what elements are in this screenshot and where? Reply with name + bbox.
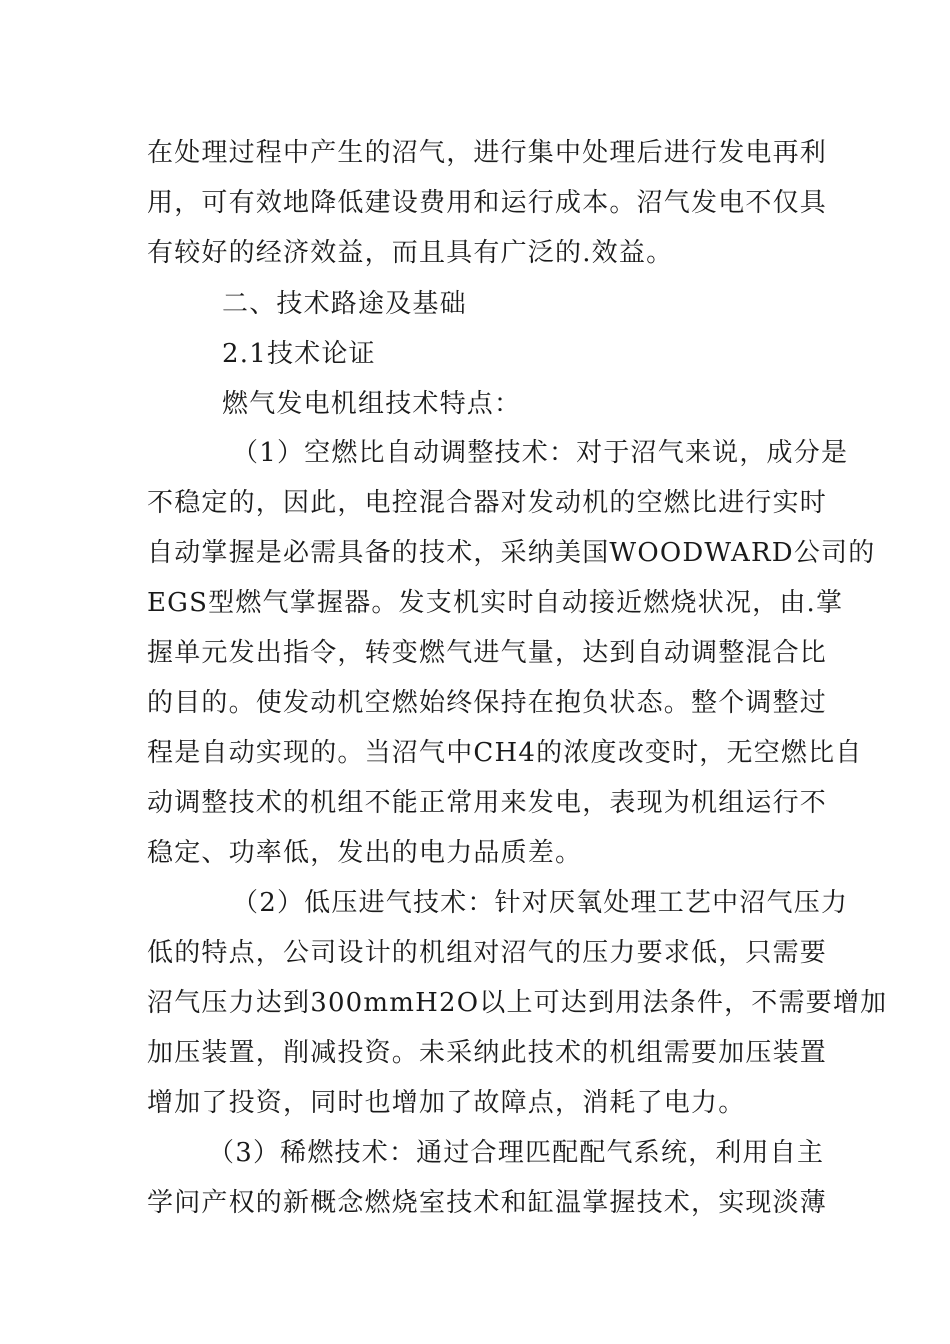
paragraph-line: 学问产权的新概念燃烧室技术和缸温掌握技术，实现淡薄: [147, 1188, 828, 1218]
paragraph-line: 动调整技术的机组不能正常用来发电，表现为机组运行不: [147, 788, 828, 818]
paragraph-heading: 燃气发电机组技术特点：: [222, 389, 522, 419]
paragraph-line: 的目的。使发动机空燃始终保持在抱负状态。整个调整过: [147, 688, 828, 718]
section-heading: 二、技术路途及基础: [222, 289, 467, 319]
subsection-heading: 2.1技术论证: [222, 339, 376, 369]
paragraph-line: 稳定、功率低，发出的电力品质差。: [147, 838, 583, 868]
paragraph-line: （3）稀燃技术：通过合理匹配配气系统，利用自主: [208, 1138, 825, 1168]
paragraph-line: 沼气压力达到300mmH2O以上可达到用法条件，不需要增加: [147, 988, 888, 1018]
paragraph-line: 程是自动实现的。当沼气中CH4的浓度改变时，无空燃比自: [147, 738, 863, 768]
paragraph-line: 在处理过程中产生的沼气，进行集中处理后进行发电再利: [147, 138, 828, 168]
paragraph-line: （2）低压进气技术：针对厌氧处理工艺中沼气压力: [232, 888, 849, 918]
paragraph-line: 用，可有效地降低建设费用和运行成本。沼气发电不仅具: [147, 188, 828, 218]
paragraph-line: EGS型燃气掌握器。发支机实时自动接近燃烧状况，由.掌: [147, 588, 844, 618]
paragraph-line: 不稳定的，因此，电控混合器对发动机的空燃比进行实时: [147, 488, 828, 518]
paragraph-line: 握单元发出指令，转变燃气进气量，达到自动调整混合比: [147, 638, 828, 668]
paragraph-line: （1）空燃比自动调整技术：对于沼气来说，成分是: [232, 438, 849, 468]
paragraph-line: 加压装置，削减投资。未采纳此技术的机组需要加压装置: [147, 1038, 828, 1068]
paragraph-line: 自动掌握是必需具备的技术，采纳美国WOODWARD公司的: [147, 538, 876, 568]
paragraph-line: 有较好的经济效益，而且具有广泛的.效益。: [147, 238, 674, 268]
paragraph-line: 低的特点，公司设计的机组对沼气的压力要求低，只需要: [147, 938, 828, 968]
paragraph-line: 增加了投资，同时也增加了故障点，消耗了电力。: [147, 1088, 746, 1118]
